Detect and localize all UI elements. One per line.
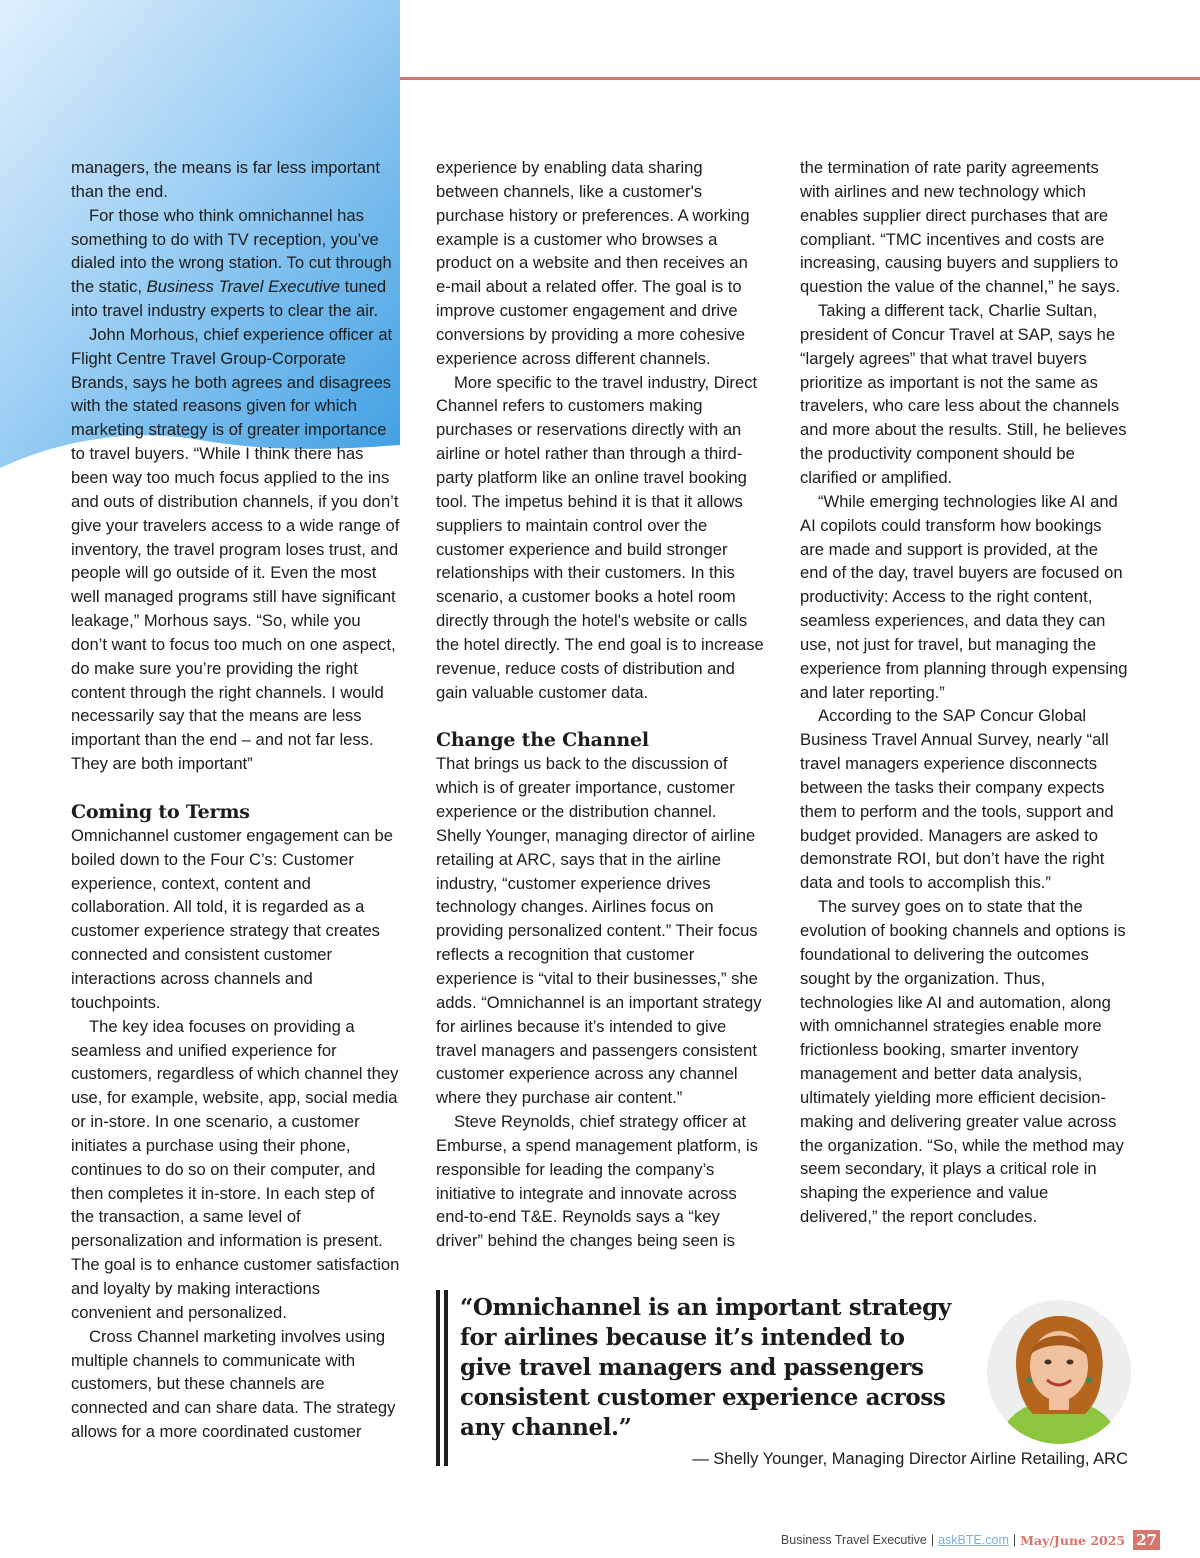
publication-name: Business Travel Executive — [146, 277, 341, 297]
page-footer — [781, 1530, 1160, 1550]
article-column-2 — [436, 156, 766, 1253]
pullquote-line: give travel managers and passengers — [460, 1354, 924, 1381]
article-column-1 — [71, 156, 401, 1444]
paragraph: John Morhous, chief experience officer at Flight Centre Travel Group-Corporate Brands, says he both agrees and disagrees with the stated reasons given for which marketing strategy is of greater importance to travel buyers. “While I think there has been way too much focus applied to the ins and outs of distribution channels, if you don’t give your travelers access to a wide range of inventory, the travel program loses trust, and people will go outside of it. Even the most well managed programs still have significant leakage,” Morhous says. “So, while you don’t want to focus too much on one aspect, do make sure you’re providing the right content through the right channels. I would necessarily say that the means are less important than the end – and not far less. They are both important” — [71, 324, 400, 774]
paragraph: The key idea focuses on providing a seamless and unified experience for customers, regardless of which channel they use, for example, website, app, social media or in-store. In one scenario, a customer initiates a purchase using their phone, continues to do so on their computer, and then completes it in-store. In each step of the transaction, a same level of personalization and information is present. The goal is to enhance customer satisfaction and loyalty by making interactions convenient and personalized. — [71, 1016, 400, 1322]
paragraph: managers, the means is far less important than the end. — [71, 158, 380, 201]
section-heading: Coming to Terms — [71, 800, 250, 823]
pullquote-attribution: — Shelly Younger, Managing Director Airline Retailing, ARC — [692, 1450, 1128, 1468]
paragraph: According to the SAP Concur Global Business Travel Annual Survey, nearly “all travel managers experience disconnects between the tasks their company expects them to perform and the tools, support and budget provided. Managers are asked to demonstrate ROI, but don’t have the right data and tools to accomplish this.” — [800, 706, 1114, 893]
pullquote — [460, 1293, 990, 1443]
website-link[interactable]: askBTE.com — [938, 1533, 1009, 1547]
portrait-photo — [987, 1300, 1131, 1444]
publication-name: Business Travel Executive — [780, 1533, 927, 1547]
paragraph: experience by enabling data sharing between channels, like a customer's purchase history or preferences. A working example is a customer who browses a product on a website and then receives an e-mail about a related offer. The goal is to improve customer engagement and drive conversions by providing a more cohesive experience across different channels. — [436, 158, 750, 368]
pullquote-line: “Omnichannel is an important strategy — [460, 1294, 951, 1321]
paragraph: the termination of rate parity agreements with airlines and new technology which enables supplier direct purchases that are compliant. “TMC incentives and costs are increasing, causing buyers and suppliers to question the value of the channel,” he says. — [800, 158, 1121, 297]
paragraph: That brings us back to the discussion of which is of greater importance, customer experience or the distribution channel. Shelly Younger, managing director of airline retailing at ARC, says that in the airline industry, “customer experience drives technology changes. Airlines focus on providing personalized content.” Their focus reflects a recognition that customer experience is “vital to their businesses,” she adds. “Omnichannel is an important strategy for airlines because it’s intended to give travel managers and passengers consistent customer experience across any channel where they purchase air content.” — [436, 754, 762, 1108]
page-number: 27 — [1133, 1530, 1160, 1550]
footer-separator: | — [930, 1533, 935, 1547]
footer-separator: | — [1012, 1533, 1017, 1547]
pullquote-line: any channel.” — [460, 1414, 632, 1441]
paragraph: Omnichannel customer engagement can be boiled down to the Four C’s: Customer experience, context, content and collaboration. All told, it is regarded as a customer experience strategy that creates connected and consistent customer interactions across channels and touchpoints. — [71, 825, 393, 1012]
paragraph: Taking a different tack, Charlie Sultan, president of Concur Travel at SAP, says he “largely agrees” that what travel buyers prioritize as important is not the same as travelers, who care less about the channels and more about the results. Still, he believes the productivity component should be clarified or amplified. — [800, 301, 1127, 487]
paragraph: Steve Reynolds, chief strategy officer at Emburse, a spend management platform, is responsible for leading the company’s initiative to integrate and innovate across end-to-end T&E. Reynolds says a “key driver” behind the changes being seen is — [436, 1112, 758, 1251]
article-column-3 — [800, 156, 1130, 1229]
paragraph: Cross Channel marketing involves using multiple channels to communicate with customers, but these channels are connected and can share data. The strategy allows for a more coordinated customer — [71, 1326, 396, 1442]
section-heading: Change the Channel — [436, 729, 649, 752]
paragraph: The survey goes on to state that the evolution of booking channels and options is foundational to delivering the outcomes sought by the organization. Thus, technologies like AI and automation, along with omnichannel strategies enable more frictionless booking, smarter inventory management and better data analysis, ultimately yielding more efficient decision-making and delivering greater value across the organization. “So, while the method may seem secondary, it plays a critical role in shaping the experience and value delivered,” the report concludes. — [800, 897, 1126, 1227]
pullquote-bars — [436, 1290, 448, 1466]
pullquote-line: for airlines because it’s intended to — [460, 1324, 905, 1351]
issue-date: May/June 2025 — [1020, 1532, 1126, 1548]
top-rule — [400, 77, 1200, 80]
paragraph: More specific to the travel industry, Direct Channel refers to customers making purchases or reservations directly with an airline or hotel rather than through a third-party platform like an online travel booking tool. The impetus behind it is that it allows suppliers to maintain control over the customer experience and build stronger relationships with their customers. In this scenario, a customer books a hotel room directly through the hotel's website or calls the hotel directly. The end goal is to increase revenue, reduce costs of distribution and gain valuable customer data. — [436, 372, 764, 702]
paragraph: For those who think omnichannel has something to do with TV reception, you’ve dialed into the wrong station. To cut through the static, Business Travel Executive tuned into travel industry experts to clear the air. — [71, 205, 392, 321]
paragraph: “While emerging technologies like AI and AI copilots could transform how bookings are made and support is provided, at the end of the day, travel buyers are focused on productivity: Access to the right content, seamless experiences, and data they can use, not just for travel, but managing the experience from planning through expensing and later reporting.” — [800, 491, 1128, 702]
pullquote-line: consistent customer experience across — [460, 1384, 946, 1411]
